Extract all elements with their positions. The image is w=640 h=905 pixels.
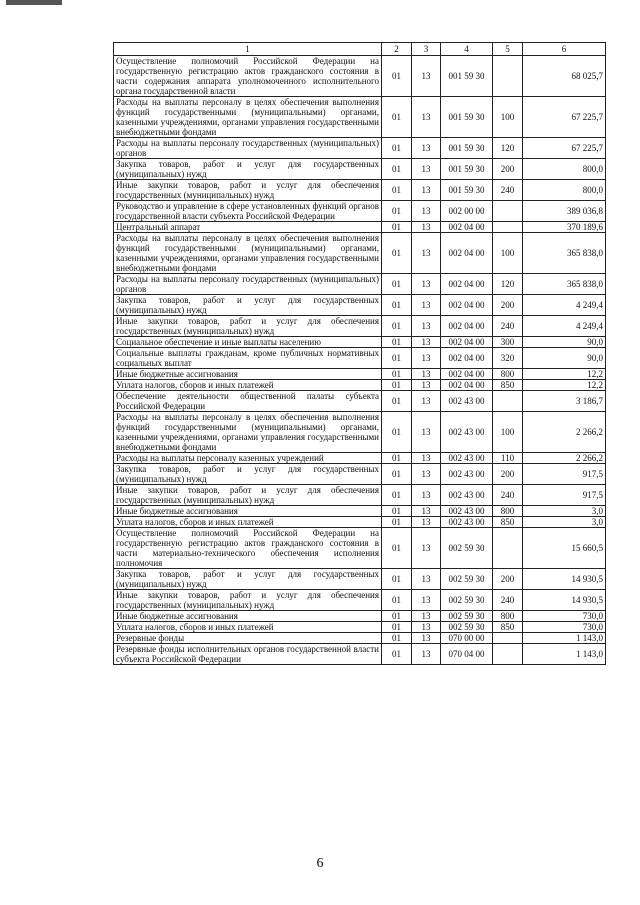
amount-cell: 67 225,7: [523, 97, 606, 138]
budget-table: [113, 42, 606, 665]
amount-cell: 15 660,5: [523, 528, 606, 569]
item-name-cell: Закупка товаров, работ и услуг для государственных (муниципальных) нужд: [114, 159, 382, 180]
subsection-code-cell: 13: [412, 380, 441, 391]
amount-cell: 4 249,4: [523, 316, 606, 337]
table-row: [114, 485, 606, 506]
table-row: [114, 391, 606, 412]
subsection-code-cell: 13: [412, 622, 441, 633]
expense-type-cell: [493, 528, 523, 569]
expense-type-cell: 850: [493, 380, 523, 391]
section-code-cell: 01: [382, 644, 412, 665]
amount-cell: 389 036,8: [523, 201, 606, 222]
amount-cell: 2 266,2: [523, 453, 606, 464]
item-name-cell: Иные закупки товаров, работ и услуг для обеспечения государственных (муниципальных) нужд: [114, 590, 382, 611]
target-article-cell: 002 43 00: [441, 391, 493, 412]
expense-type-cell: 200: [493, 464, 523, 485]
table-row: [114, 633, 606, 644]
section-code-cell: 01: [382, 453, 412, 464]
table-row: [114, 233, 606, 274]
amount-cell: 68 025,7: [523, 56, 606, 97]
subsection-code-cell: 13: [412, 316, 441, 337]
subsection-code-cell: 13: [412, 464, 441, 485]
expense-type-cell: [493, 391, 523, 412]
table-row: [114, 506, 606, 517]
table-row: [114, 412, 606, 453]
target-article-cell: 002 04 00: [441, 222, 493, 233]
item-name-cell: Осуществление полномочий Российской Федерации на государственную регистрацию актов гражданского состояния в части содержания аппарата уполномоченного исполнительного органа государственной власти: [114, 56, 382, 97]
table-row: [114, 337, 606, 348]
table-row: [114, 97, 606, 138]
expense-type-cell: 120: [493, 274, 523, 295]
amount-cell: 917,5: [523, 485, 606, 506]
expense-type-cell: 300: [493, 337, 523, 348]
amount-cell: 1 143,0: [523, 644, 606, 665]
table-header: [114, 43, 606, 56]
section-code-cell: 01: [382, 590, 412, 611]
target-article-cell: 002 43 00: [441, 485, 493, 506]
amount-cell: 2 266,2: [523, 412, 606, 453]
section-code-cell: 01: [382, 348, 412, 369]
amount-cell: 3 186,7: [523, 391, 606, 412]
section-code-cell: 01: [382, 97, 412, 138]
subsection-code-cell: 13: [412, 274, 441, 295]
section-code-cell: 01: [382, 528, 412, 569]
subsection-code-cell: 13: [412, 569, 441, 590]
target-article-cell: 001 59 30: [441, 97, 493, 138]
subsection-code-cell: 13: [412, 97, 441, 138]
expense-type-cell: [493, 56, 523, 97]
subsection-code-cell: 13: [412, 337, 441, 348]
expense-type-cell: 100: [493, 412, 523, 453]
table-row: [114, 274, 606, 295]
section-code-cell: 01: [382, 464, 412, 485]
item-name-cell: Расходы на выплаты персоналу казенных учреждений: [114, 453, 382, 464]
expense-type-cell: 200: [493, 159, 523, 180]
item-name-cell: Руководство и управление в сфере установленных функций органов государственной власти субъекта Российской Федерации: [114, 201, 382, 222]
amount-cell: 12,2: [523, 380, 606, 391]
target-article-cell: 002 59 30: [441, 611, 493, 622]
subsection-code-cell: 13: [412, 453, 441, 464]
table-body: [114, 56, 606, 665]
item-name-cell: Социальное обеспечение и иные выплаты населению: [114, 337, 382, 348]
amount-cell: 3,0: [523, 506, 606, 517]
target-article-cell: 002 04 00: [441, 348, 493, 369]
table-row: [114, 295, 606, 316]
expense-type-cell: [493, 201, 523, 222]
section-code-cell: 01: [382, 222, 412, 233]
section-code-cell: 01: [382, 391, 412, 412]
table-row: [114, 201, 606, 222]
item-name-cell: Расходы на выплаты персоналу в целях обеспечения выполнения функций государственными (муниципальными) органами, казенными учреждениями, органами управления государственными внебюджетными фондами: [114, 97, 382, 138]
table-row: [114, 453, 606, 464]
target-article-cell: 002 00 00: [441, 201, 493, 222]
section-code-cell: 01: [382, 369, 412, 380]
amount-cell: 365 838,0: [523, 233, 606, 274]
section-code-cell: 01: [382, 412, 412, 453]
item-name-cell: Уплата налогов, сборов и иных платежей: [114, 517, 382, 528]
item-name-cell: Осуществление полномочий Российской Федерации на государственную регистрацию актов гражданского состояния в части материально-технического обеспечения исполнения полномочия: [114, 528, 382, 569]
subsection-code-cell: 13: [412, 180, 441, 201]
amount-cell: 90,0: [523, 348, 606, 369]
amount-cell: 4 249,4: [523, 295, 606, 316]
target-article-cell: 070 04 00: [441, 644, 493, 665]
target-article-cell: 002 43 00: [441, 517, 493, 528]
section-code-cell: 01: [382, 56, 412, 97]
subsection-code-cell: 13: [412, 348, 441, 369]
amount-cell: 800,0: [523, 159, 606, 180]
expense-type-cell: 110: [493, 453, 523, 464]
amount-cell: 14 930,5: [523, 590, 606, 611]
amount-cell: 3,0: [523, 517, 606, 528]
table-row: [114, 622, 606, 633]
subsection-code-cell: 13: [412, 611, 441, 622]
section-code-cell: 01: [382, 233, 412, 274]
target-article-cell: 002 43 00: [441, 412, 493, 453]
item-name-cell: Закупка товаров, работ и услуг для государственных (муниципальных) нужд: [114, 464, 382, 485]
column-header-5: 5: [493, 43, 523, 56]
table-row: [114, 611, 606, 622]
page-number: 6: [316, 856, 324, 871]
table-row: [114, 222, 606, 233]
expense-type-cell: 800: [493, 506, 523, 517]
target-article-cell: 002 59 30: [441, 569, 493, 590]
table-row: [114, 159, 606, 180]
amount-cell: 14 930,5: [523, 569, 606, 590]
subsection-code-cell: 13: [412, 233, 441, 274]
table-row: [114, 528, 606, 569]
expense-type-cell: 200: [493, 295, 523, 316]
amount-cell: 800,0: [523, 180, 606, 201]
subsection-code-cell: 13: [412, 485, 441, 506]
item-name-cell: Иные бюджетные ассигнования: [114, 506, 382, 517]
subsection-code-cell: 13: [412, 412, 441, 453]
amount-cell: 1 143,0: [523, 633, 606, 644]
target-article-cell: 002 04 00: [441, 337, 493, 348]
section-code-cell: 01: [382, 201, 412, 222]
section-code-cell: 01: [382, 633, 412, 644]
expense-type-cell: [493, 222, 523, 233]
target-article-cell: 002 04 00: [441, 369, 493, 380]
subsection-code-cell: 13: [412, 633, 441, 644]
section-code-cell: 01: [382, 337, 412, 348]
target-article-cell: 001 59 30: [441, 159, 493, 180]
target-article-cell: 001 59 30: [441, 138, 493, 159]
expense-type-cell: 240: [493, 485, 523, 506]
section-code-cell: 01: [382, 485, 412, 506]
target-article-cell: 002 43 00: [441, 506, 493, 517]
amount-cell: 730,0: [523, 611, 606, 622]
target-article-cell: 001 59 30: [441, 180, 493, 201]
amount-cell: 12,2: [523, 369, 606, 380]
subsection-code-cell: 13: [412, 528, 441, 569]
item-name-cell: Резервные фонды исполнительных органов государственной власти субъекта Российской Федерации: [114, 644, 382, 665]
item-name-cell: Расходы на выплаты персоналу государственных (муниципальных) органов: [114, 138, 382, 159]
target-article-cell: 002 43 00: [441, 464, 493, 485]
item-name-cell: Расходы на выплаты персоналу в целях обеспечения выполнения функций государственными (муниципальными) органами, казенными учреждениями, органами управления государственными внебюджетными фондами: [114, 412, 382, 453]
expense-type-cell: 240: [493, 180, 523, 201]
expense-type-cell: 100: [493, 233, 523, 274]
expense-type-cell: 850: [493, 622, 523, 633]
section-code-cell: 01: [382, 506, 412, 517]
subsection-code-cell: 13: [412, 506, 441, 517]
expense-type-cell: 100: [493, 97, 523, 138]
table-row: [114, 316, 606, 337]
target-article-cell: 002 43 00: [441, 453, 493, 464]
item-name-cell: Обеспечение деятельности общественной палаты субъекта Российской Федерации: [114, 391, 382, 412]
item-name-cell: Уплата налогов, сборов и иных платежей: [114, 622, 382, 633]
amount-cell: 917,5: [523, 464, 606, 485]
section-code-cell: 01: [382, 569, 412, 590]
subsection-code-cell: 13: [412, 590, 441, 611]
target-article-cell: 002 04 00: [441, 380, 493, 391]
expense-type-cell: [493, 633, 523, 644]
item-name-cell: Уплата налогов, сборов и иных платежей: [114, 380, 382, 391]
target-article-cell: 002 04 00: [441, 295, 493, 316]
expense-type-cell: 120: [493, 138, 523, 159]
target-article-cell: 002 59 30: [441, 590, 493, 611]
subsection-code-cell: 13: [412, 138, 441, 159]
expense-type-cell: 240: [493, 316, 523, 337]
subsection-code-cell: 13: [412, 159, 441, 180]
column-header-2: 2: [382, 43, 412, 56]
header-row: [114, 43, 606, 56]
section-code-cell: 01: [382, 159, 412, 180]
item-name-cell: Закупка товаров, работ и услуг для государственных (муниципальных) нужд: [114, 569, 382, 590]
expense-type-cell: [493, 644, 523, 665]
item-name-cell: Резервные фонды: [114, 633, 382, 644]
subsection-code-cell: 13: [412, 201, 441, 222]
target-article-cell: 002 04 00: [441, 274, 493, 295]
column-header-3: 3: [412, 43, 441, 56]
section-code-cell: 01: [382, 611, 412, 622]
scan-artifact-mark: [6, 0, 62, 5]
table-row: [114, 517, 606, 528]
target-article-cell: 001 59 30: [441, 56, 493, 97]
item-name-cell: Закупка товаров, работ и услуг для государственных (муниципальных) нужд: [114, 295, 382, 316]
subsection-code-cell: 13: [412, 517, 441, 528]
subsection-code-cell: 13: [412, 369, 441, 380]
section-code-cell: 01: [382, 138, 412, 159]
item-name-cell: Расходы на выплаты персоналу в целях обеспечения выполнения функций государственными (муниципальными) органами, казенными учреждениями, органами управления государственными внебюджетными фондами: [114, 233, 382, 274]
table-row: [114, 590, 606, 611]
target-article-cell: 002 04 00: [441, 233, 493, 274]
table-row: [114, 56, 606, 97]
section-code-cell: 01: [382, 517, 412, 528]
expense-type-cell: 850: [493, 517, 523, 528]
subsection-code-cell: 13: [412, 56, 441, 97]
item-name-cell: Иные закупки товаров, работ и услуг для обеспечения государственных (муниципальных) нужд: [114, 485, 382, 506]
amount-cell: 365 838,0: [523, 274, 606, 295]
table-row: [114, 569, 606, 590]
subsection-code-cell: 13: [412, 644, 441, 665]
expense-type-cell: 800: [493, 611, 523, 622]
amount-cell: 90,0: [523, 337, 606, 348]
section-code-cell: 01: [382, 316, 412, 337]
table-row: [114, 180, 606, 201]
column-header-1: 1: [114, 43, 382, 56]
section-code-cell: 01: [382, 274, 412, 295]
target-article-cell: 070 00 00: [441, 633, 493, 644]
table-row: [114, 380, 606, 391]
subsection-code-cell: 13: [412, 391, 441, 412]
section-code-cell: 01: [382, 622, 412, 633]
column-header-6: 6: [523, 43, 606, 56]
item-name-cell: Социальные выплаты гражданам, кроме публичных нормативных социальных выплат: [114, 348, 382, 369]
target-article-cell: 002 04 00: [441, 316, 493, 337]
amount-cell: 370 189,6: [523, 222, 606, 233]
item-name-cell: Расходы на выплаты персоналу государственных (муниципальных) органов: [114, 274, 382, 295]
section-code-cell: 01: [382, 295, 412, 316]
table-row: [114, 348, 606, 369]
item-name-cell: Центральный аппарат: [114, 222, 382, 233]
item-name-cell: Иные закупки товаров, работ и услуг для обеспечения государственных (муниципальных) нужд: [114, 180, 382, 201]
amount-cell: 67 225,7: [523, 138, 606, 159]
column-header-4: 4: [441, 43, 493, 56]
subsection-code-cell: 13: [412, 222, 441, 233]
expense-type-cell: 800: [493, 369, 523, 380]
table-row: [114, 464, 606, 485]
target-article-cell: 002 59 30: [441, 528, 493, 569]
table-row: [114, 138, 606, 159]
table-row: [114, 644, 606, 665]
table-row: [114, 369, 606, 380]
amount-cell: 730,0: [523, 622, 606, 633]
expense-type-cell: 240: [493, 590, 523, 611]
expense-type-cell: 200: [493, 569, 523, 590]
section-code-cell: 01: [382, 180, 412, 201]
target-article-cell: 002 59 30: [441, 622, 493, 633]
item-name-cell: Иные бюджетные ассигнования: [114, 369, 382, 380]
item-name-cell: Иные бюджетные ассигнования: [114, 611, 382, 622]
section-code-cell: 01: [382, 380, 412, 391]
expense-type-cell: 320: [493, 348, 523, 369]
subsection-code-cell: 13: [412, 295, 441, 316]
item-name-cell: Иные закупки товаров, работ и услуг для обеспечения государственных (муниципальных) нужд: [114, 316, 382, 337]
